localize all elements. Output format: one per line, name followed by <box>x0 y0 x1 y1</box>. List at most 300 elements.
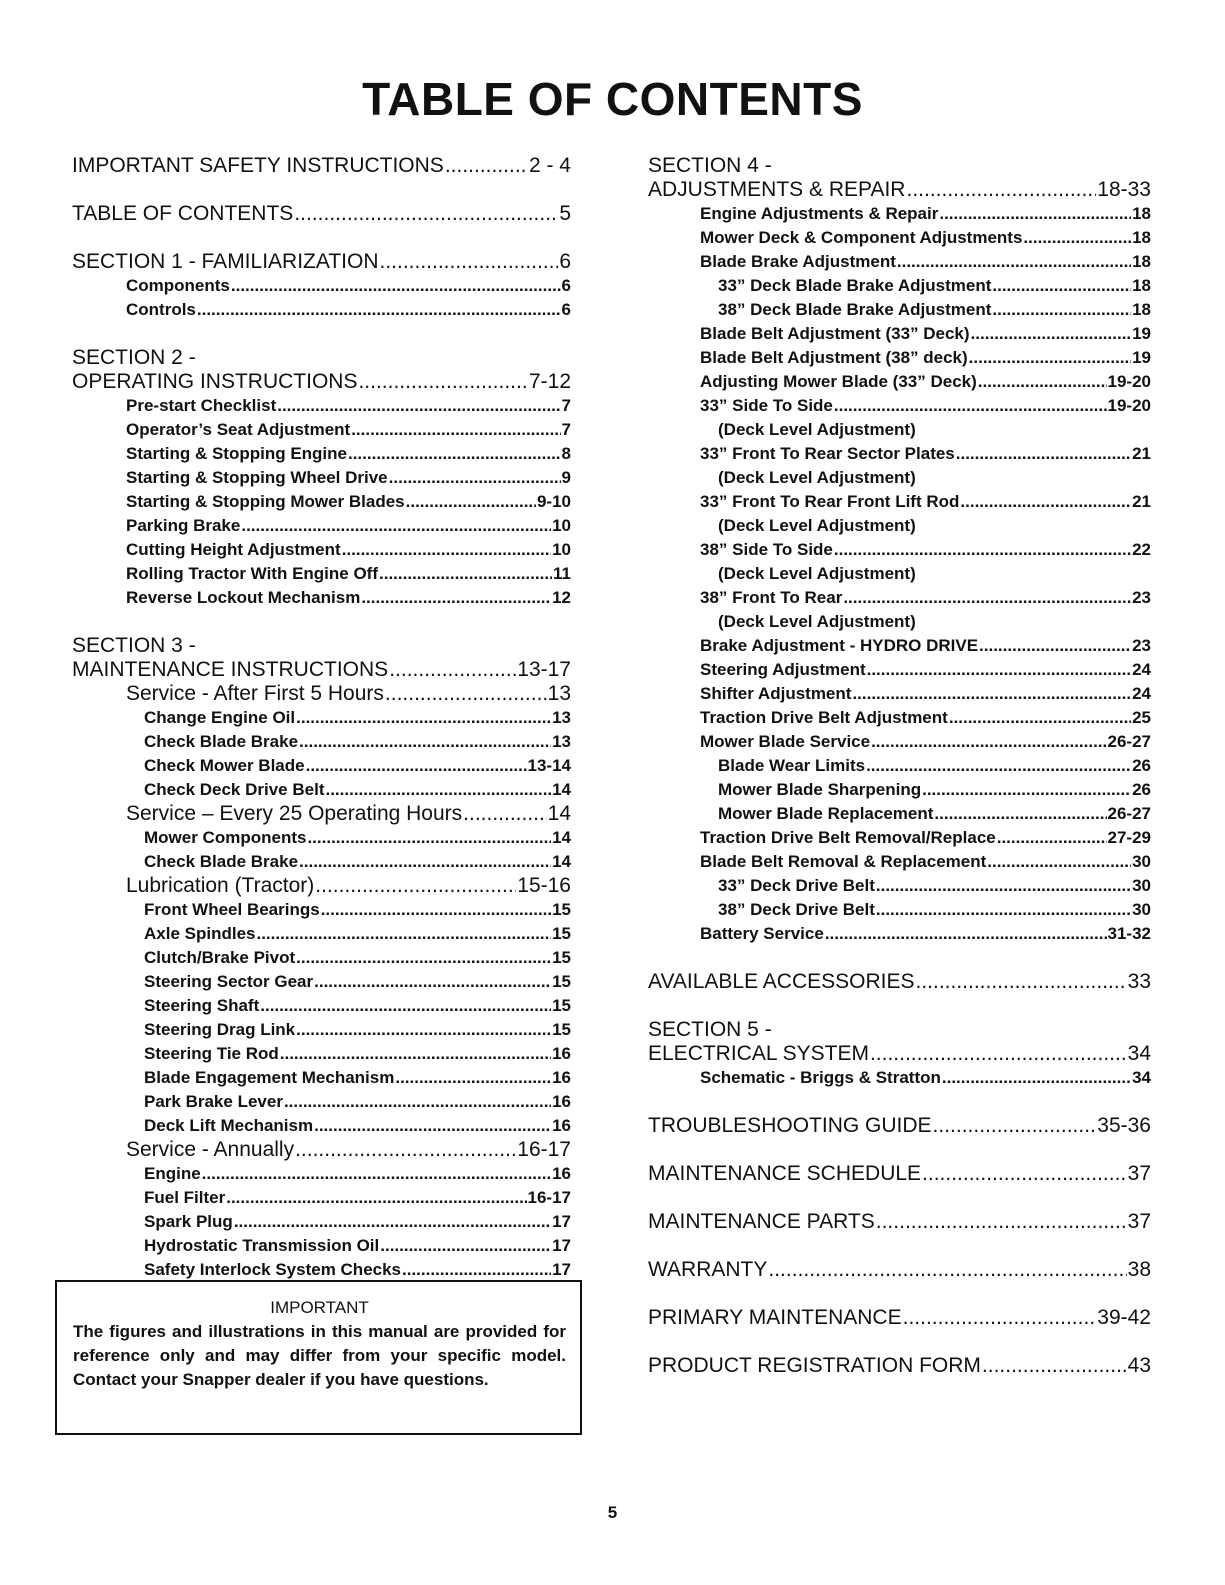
dot-leader <box>231 274 561 298</box>
dot-leader <box>876 898 1131 922</box>
toc-entry <box>648 682 1151 706</box>
toc-entry <box>648 226 1151 250</box>
dot-leader <box>361 586 551 610</box>
spacer <box>648 1138 1151 1162</box>
toc-entry <box>648 490 1151 514</box>
toc-entry <box>648 538 1151 562</box>
toc-entry-page: 14 <box>552 780 571 799</box>
dot-leader <box>825 922 1107 946</box>
dot-leader <box>992 298 1131 322</box>
toc-heading: SECTION 4 - <box>648 154 772 177</box>
toc-entry-page: 19-20 <box>1107 396 1151 415</box>
toc-entry <box>648 322 1151 346</box>
toc-entry-page: 30 <box>1132 900 1151 919</box>
toc-entry-label: Service – Every 25 Operating Hours <box>126 802 463 825</box>
toc-entry-page: 16-17 <box>527 1188 571 1207</box>
toc-entry-label: Adjusting Mower Blade (33” Deck) <box>700 372 977 391</box>
toc-entry-page: 34 <box>1132 1068 1151 1087</box>
toc-entry-page: 33 <box>1127 970 1151 993</box>
toc-entry-page: 15-16 <box>517 874 571 897</box>
dot-leader <box>933 1114 1097 1138</box>
toc-entry-page: 18 <box>1132 276 1151 295</box>
toc-entry-label: Battery Service <box>700 924 824 943</box>
toc-entry-label: OPERATING INSTRUCTIONS <box>72 370 358 393</box>
toc-entry-label: Check Mower Blade <box>144 756 305 775</box>
toc-entry <box>72 754 571 778</box>
toc-entry <box>648 922 1151 946</box>
toc-entry <box>72 994 571 1018</box>
toc-entry-page: 15 <box>552 924 571 943</box>
toc-entry <box>648 394 1151 418</box>
toc-entry-page: 17 <box>552 1236 571 1255</box>
toc-entry-page: 18 <box>1132 228 1151 247</box>
toc-entry <box>72 778 571 802</box>
toc-entry-page: 17 <box>552 1212 571 1231</box>
dot-leader <box>314 1114 551 1138</box>
toc-heading: (Deck Level Adjustment) <box>718 468 916 487</box>
toc-entry <box>648 1066 1151 1090</box>
toc-entry-page: 17 <box>552 1260 571 1279</box>
toc-entry-label: ADJUSTMENTS & REPAIR <box>648 178 906 201</box>
dot-leader <box>922 778 1131 802</box>
toc-entry-label: 38” Deck Blade Brake Adjustment <box>718 300 992 319</box>
toc-entry-label: Hydrostatic Transmission Oil <box>144 1236 380 1255</box>
toc-entry <box>72 394 571 418</box>
toc-entry <box>648 730 1151 754</box>
toc-entry-label: Mower Components <box>144 828 307 847</box>
toc-entry-label: Spark Plug <box>144 1212 233 1231</box>
toc-entry-label: Steering Drag Link <box>144 1020 296 1039</box>
dot-leader <box>241 514 551 538</box>
toc-entry-label: Mower Deck & Component Adjustments <box>700 228 1023 247</box>
toc-entry <box>648 442 1151 466</box>
toc-heading: (Deck Level Adjustment) <box>718 612 916 631</box>
toc-entry-page: 30 <box>1132 876 1151 895</box>
toc-entry-label: Rolling Tractor With Engine Off <box>126 564 379 583</box>
toc-entry-label: Lubrication (Tractor) <box>126 874 315 897</box>
toc-entry <box>72 1018 571 1042</box>
toc-entry <box>648 826 1151 850</box>
toc-entry-label: Mower Blade Service <box>700 732 871 751</box>
dot-leader <box>906 178 1096 202</box>
dot-leader <box>306 754 527 778</box>
toc-entry-page: 7-12 <box>528 370 571 393</box>
toc-entry-label: Check Blade Brake <box>144 732 299 751</box>
toc-entry-page: 15 <box>552 948 571 967</box>
toc-entry <box>648 754 1151 778</box>
dot-leader <box>315 874 516 898</box>
toc-entry-label: PRODUCT REGISTRATION FORM <box>648 1354 981 1377</box>
toc-entry <box>72 442 571 466</box>
toc-entry <box>72 730 571 754</box>
toc-entry <box>72 202 571 226</box>
dot-leader <box>978 370 1107 394</box>
toc-entry <box>72 1258 571 1282</box>
toc-entry-page: 35-36 <box>1097 1114 1151 1137</box>
spacer <box>648 1234 1151 1258</box>
toc-entry <box>648 1114 1151 1138</box>
toc-entry <box>72 946 571 970</box>
dot-leader <box>876 1210 1127 1234</box>
spacer <box>72 610 571 634</box>
toc-entry-page: 26-27 <box>1107 732 1151 751</box>
toc-entry-page: 11 <box>553 564 571 583</box>
dot-leader <box>299 730 551 754</box>
toc-entry-page: 18-33 <box>1097 178 1151 201</box>
toc-entry-label: Traction Drive Belt Removal/Replace <box>700 828 996 847</box>
toc-entry-label: Blade Belt Adjustment (33” Deck) <box>700 324 970 343</box>
toc-entry-label: Mower Blade Sharpening <box>718 780 922 799</box>
dot-leader <box>379 562 552 586</box>
toc-entry-page: 16 <box>552 1092 571 1111</box>
toc-entry <box>648 586 1151 610</box>
toc-entry-page: 31-32 <box>1107 924 1151 943</box>
toc-entry-page: 10 <box>552 516 571 535</box>
toc-entry-page: 18 <box>1132 252 1151 271</box>
toc-entry <box>72 970 571 994</box>
dot-leader <box>380 1234 551 1258</box>
toc-entry-label: Cutting Height Adjustment <box>126 540 341 559</box>
toc-entry <box>72 1138 571 1162</box>
toc-entry-page: 15 <box>552 1020 571 1039</box>
dot-leader <box>202 1162 551 1186</box>
toc-entry <box>648 202 1151 226</box>
toc-entry <box>72 154 571 178</box>
toc-entry <box>648 1162 1151 1186</box>
dot-leader <box>992 274 1131 298</box>
toc-entry-label: Axle Spindles <box>144 924 256 943</box>
toc-entry-page: 12 <box>552 588 571 607</box>
toc-entry-label: SECTION 1 - FAMILIARIZATION <box>72 250 379 273</box>
toc-entry-page: 7 <box>561 396 571 415</box>
toc-entry-label: 38” Side To Side <box>700 540 833 559</box>
toc-entry-page: 13 <box>547 682 571 705</box>
toc-entry-label: Traction Drive Belt Adjustment <box>700 708 948 727</box>
dot-leader <box>260 994 551 1018</box>
dot-leader <box>234 1210 551 1234</box>
toc-entry-label: WARRANTY <box>648 1258 768 1281</box>
toc-entry-page: 13 <box>552 732 571 751</box>
toc-entry-label: Starting & Stopping Mower Blades <box>126 492 405 511</box>
dot-leader <box>916 970 1127 994</box>
toc-entry-page: 15 <box>552 996 571 1015</box>
dot-leader <box>876 874 1131 898</box>
toc-entry <box>72 1234 571 1258</box>
toc-entry <box>72 658 571 682</box>
toc-entry-label: Blade Brake Adjustment <box>700 252 896 271</box>
spacer <box>648 946 1151 970</box>
dot-leader <box>768 1258 1126 1282</box>
dot-leader <box>934 802 1106 826</box>
toc-entry-label: Service - After First 5 Hours <box>126 682 384 705</box>
toc-entry-page: 6 <box>559 250 571 273</box>
toc-entry-label: MAINTENANCE SCHEDULE <box>648 1162 922 1185</box>
toc-entry-page: 19 <box>1132 324 1151 343</box>
toc-entry-label: 33” Front To Rear Front Lift Rod <box>700 492 960 511</box>
toc-entry-page: 18 <box>1132 204 1151 223</box>
toc-entry <box>648 778 1151 802</box>
toc-entry-page: 13-17 <box>517 658 571 681</box>
toc-entry-label: Check Blade Brake <box>144 852 299 871</box>
dot-leader <box>296 946 551 970</box>
toc-entry <box>72 490 571 514</box>
toc-entry-page: 26-27 <box>1107 804 1151 823</box>
toc-entry-label: Components <box>126 276 230 295</box>
toc-entry-page: 6 <box>561 300 571 319</box>
toc-entry-label: Steering Sector Gear <box>144 972 314 991</box>
toc-entry-label: MAINTENANCE INSTRUCTIONS <box>72 658 389 681</box>
toc-entry-page: 15 <box>552 972 571 991</box>
dot-leader <box>897 250 1131 274</box>
toc-entry-page: 6 <box>561 276 571 295</box>
dot-leader <box>866 754 1131 778</box>
page-number: 5 <box>607 1503 618 1522</box>
dot-leader <box>922 1162 1127 1186</box>
toc-entry-page: 34 <box>1127 1042 1151 1065</box>
toc-entry-page: 15 <box>552 900 571 919</box>
toc-entry-page: 16 <box>552 1044 571 1063</box>
dot-leader <box>325 778 551 802</box>
toc-entry-page: 24 <box>1132 684 1151 703</box>
toc-entry-page: 25 <box>1132 708 1151 727</box>
spacer <box>72 226 571 250</box>
dot-leader <box>342 538 551 562</box>
toc-entry-label: Engine <box>144 1164 201 1183</box>
toc-entry-page: 21 <box>1132 444 1151 463</box>
dot-leader <box>358 370 528 394</box>
toc-entry-label: TABLE OF CONTENTS <box>72 202 294 225</box>
toc-entry-label: Service - Annually <box>126 1138 295 1161</box>
toc-entry-page: 19 <box>1132 348 1151 367</box>
toc-entry <box>72 586 571 610</box>
toc-entry-label: Steering Shaft <box>144 996 260 1015</box>
toc-entry <box>72 922 571 946</box>
toc-entry <box>72 274 571 298</box>
toc-entry-label: Shifter Adjustment <box>700 684 852 703</box>
toc-entry-label: Park Brake Lever <box>144 1092 283 1111</box>
toc-heading: (Deck Level Adjustment) <box>718 564 916 583</box>
toc-entry-label: 33” Side To Side <box>700 396 833 415</box>
toc-heading: SECTION 3 - <box>72 634 196 657</box>
dot-leader <box>226 1186 526 1210</box>
toc-entry-label: Deck Lift Mechanism <box>144 1116 314 1135</box>
dot-leader <box>389 658 516 682</box>
toc-entry-page: 9 <box>561 468 571 487</box>
toc-entry <box>72 1162 571 1186</box>
toc-heading: SECTION 5 - <box>648 1018 772 1041</box>
toc-entry-page: 23 <box>1132 636 1151 655</box>
dot-leader <box>870 1042 1127 1066</box>
toc-entry-label: Change Engine Oil <box>144 708 296 727</box>
toc-entry <box>72 1066 571 1090</box>
toc-entry <box>72 466 571 490</box>
toc-entry <box>648 178 1151 202</box>
toc-entry-page: 10 <box>552 540 571 559</box>
dot-leader <box>296 1018 551 1042</box>
toc-entry-label: Starting & Stopping Engine <box>126 444 347 463</box>
toc-entry <box>72 538 571 562</box>
toc-entry <box>648 1306 1151 1330</box>
dot-leader <box>843 586 1131 610</box>
toc-entry-label: Starting & Stopping Wheel Drive <box>126 468 388 487</box>
toc-entry-page: 16 <box>552 1164 571 1183</box>
dot-leader <box>299 850 551 874</box>
toc-entry-label: Blade Belt Adjustment (38” deck) <box>700 348 968 367</box>
toc-entry-label: Steering Adjustment <box>700 660 866 679</box>
dot-leader <box>284 1090 551 1114</box>
toc-entry <box>72 802 571 826</box>
toc-entry-page: 14 <box>552 828 571 847</box>
dot-leader <box>463 802 546 826</box>
dot-leader <box>294 202 558 226</box>
toc-entry <box>72 850 571 874</box>
toc-entry-page: 13-14 <box>527 756 571 775</box>
toc-entry <box>648 298 1151 322</box>
spacer <box>648 1186 1151 1210</box>
dot-leader <box>997 826 1107 850</box>
toc-entry-page: 43 <box>1127 1354 1151 1377</box>
toc-entry-page: 5 <box>559 202 571 225</box>
toc-entry <box>72 562 571 586</box>
toc-entry <box>648 1210 1151 1234</box>
toc-heading: (Deck Level Adjustment) <box>718 420 916 439</box>
toc-entry-page: 16 <box>552 1116 571 1135</box>
toc-entry-page: 18 <box>1132 300 1151 319</box>
toc-entry <box>72 682 571 706</box>
toc-entry-label: Parking Brake <box>126 516 241 535</box>
toc-entry-page: 30 <box>1132 852 1151 871</box>
toc-entry-label: 33” Deck Drive Belt <box>718 876 875 895</box>
dot-leader <box>321 898 551 922</box>
dot-leader <box>379 250 558 274</box>
toc-entry <box>72 1114 571 1138</box>
toc-entry <box>72 418 571 442</box>
dot-leader <box>939 202 1131 226</box>
toc-entry <box>72 298 571 322</box>
page-title: TABLE OF CONTENTS <box>362 73 863 125</box>
toc-entry-label: Reverse Lockout Mechanism <box>126 588 361 607</box>
toc-entry-label: Front Wheel Bearings <box>144 900 320 919</box>
dot-leader <box>871 730 1106 754</box>
dot-leader <box>445 154 528 178</box>
toc-entry <box>72 826 571 850</box>
toc-entry-label: Operator’s Seat Adjustment <box>126 420 351 439</box>
dot-leader <box>942 1066 1131 1090</box>
important-notice-box <box>55 1280 582 1435</box>
toc-entry <box>648 346 1151 370</box>
toc-entry <box>648 370 1151 394</box>
spacer <box>72 322 571 346</box>
spacer <box>72 178 571 202</box>
toc-entry-label: 38” Deck Drive Belt <box>718 900 875 919</box>
toc-entry-page: 21 <box>1132 492 1151 511</box>
toc-left-column <box>72 154 571 1282</box>
toc-entry-label: Fuel Filter <box>144 1188 226 1207</box>
dot-leader <box>385 682 547 706</box>
dot-leader <box>402 1258 551 1282</box>
toc-entry-page: 7 <box>561 420 571 439</box>
toc-entry-page: 2 - 4 <box>528 154 571 177</box>
toc-entry-label: Blade Belt Removal & Replacement <box>700 852 987 871</box>
toc-entry <box>72 1186 571 1210</box>
dot-leader <box>987 850 1131 874</box>
toc-entry-label: Mower Blade Replacement <box>718 804 934 823</box>
toc-entry <box>648 706 1151 730</box>
toc-entry-label: Steering Tie Rod <box>144 1044 279 1063</box>
dot-leader <box>979 634 1131 658</box>
toc-entry-label: Clutch/Brake Pivot <box>144 948 296 967</box>
toc-entry-page: 14 <box>552 852 571 871</box>
toc-entry <box>648 1354 1151 1378</box>
toc-entry-page: 26 <box>1132 756 1151 775</box>
dot-leader <box>1023 226 1131 250</box>
dot-leader <box>307 826 551 850</box>
notice-body: The figures and illustrations in this manual are provided for reference only and may differ from your specific model. Contact your Snapper dealer if you have questions. <box>73 1322 566 1389</box>
toc-entry-label: ELECTRICAL SYSTEM <box>648 1042 869 1065</box>
spacer <box>648 1090 1151 1114</box>
dot-leader <box>295 1138 516 1162</box>
dot-leader <box>903 1306 1097 1330</box>
toc-entry <box>648 1258 1151 1282</box>
toc-entry-page: 39-42 <box>1097 1306 1151 1329</box>
dot-leader <box>956 442 1131 466</box>
spacer <box>648 1330 1151 1354</box>
toc-entry-page: 16-17 <box>517 1138 571 1161</box>
toc-entry-page: 13 <box>552 708 571 727</box>
toc-entry-page: 23 <box>1132 588 1151 607</box>
toc-entry-label: 38” Front To Rear <box>700 588 843 607</box>
dot-leader <box>314 970 551 994</box>
toc-entry <box>72 1210 571 1234</box>
toc-entry <box>72 874 571 898</box>
toc-entry <box>648 658 1151 682</box>
toc-entry-page: 14 <box>547 802 571 825</box>
toc-entry <box>72 250 571 274</box>
dot-leader <box>348 442 561 466</box>
spacer <box>648 994 1151 1018</box>
toc-entry <box>72 370 571 394</box>
dot-leader <box>389 466 561 490</box>
dot-leader <box>852 682 1131 706</box>
dot-leader <box>296 706 551 730</box>
toc-entry-page: 37 <box>1127 1162 1151 1185</box>
toc-entry-page: 22 <box>1132 540 1151 559</box>
toc-entry <box>648 970 1151 994</box>
dot-leader <box>197 298 561 322</box>
toc-entry-page: 9-10 <box>536 492 571 511</box>
dot-leader <box>982 1354 1127 1378</box>
toc-entry-page: 8 <box>561 444 571 463</box>
dot-leader <box>277 394 560 418</box>
toc-entry <box>648 802 1151 826</box>
dot-leader <box>960 490 1131 514</box>
toc-entry-label: Blade Engagement Mechanism <box>144 1068 395 1087</box>
toc-entry <box>72 514 571 538</box>
dot-leader <box>834 538 1131 562</box>
toc-right-column <box>648 154 1151 1378</box>
toc-entry-page: 19-20 <box>1107 372 1151 391</box>
toc-entry-label: MAINTENANCE PARTS <box>648 1210 875 1233</box>
toc-entry <box>648 274 1151 298</box>
toc-entry <box>72 1042 571 1066</box>
toc-entry-label: 33” Front To Rear Sector Plates <box>700 444 955 463</box>
toc-entry <box>648 898 1151 922</box>
toc-heading: SECTION 2 - <box>72 346 196 369</box>
toc-entry-label: Check Deck Drive Belt <box>144 780 325 799</box>
dot-leader <box>256 922 551 946</box>
toc-entry-label: TROUBLESHOOTING GUIDE <box>648 1114 932 1137</box>
dot-leader <box>406 490 536 514</box>
